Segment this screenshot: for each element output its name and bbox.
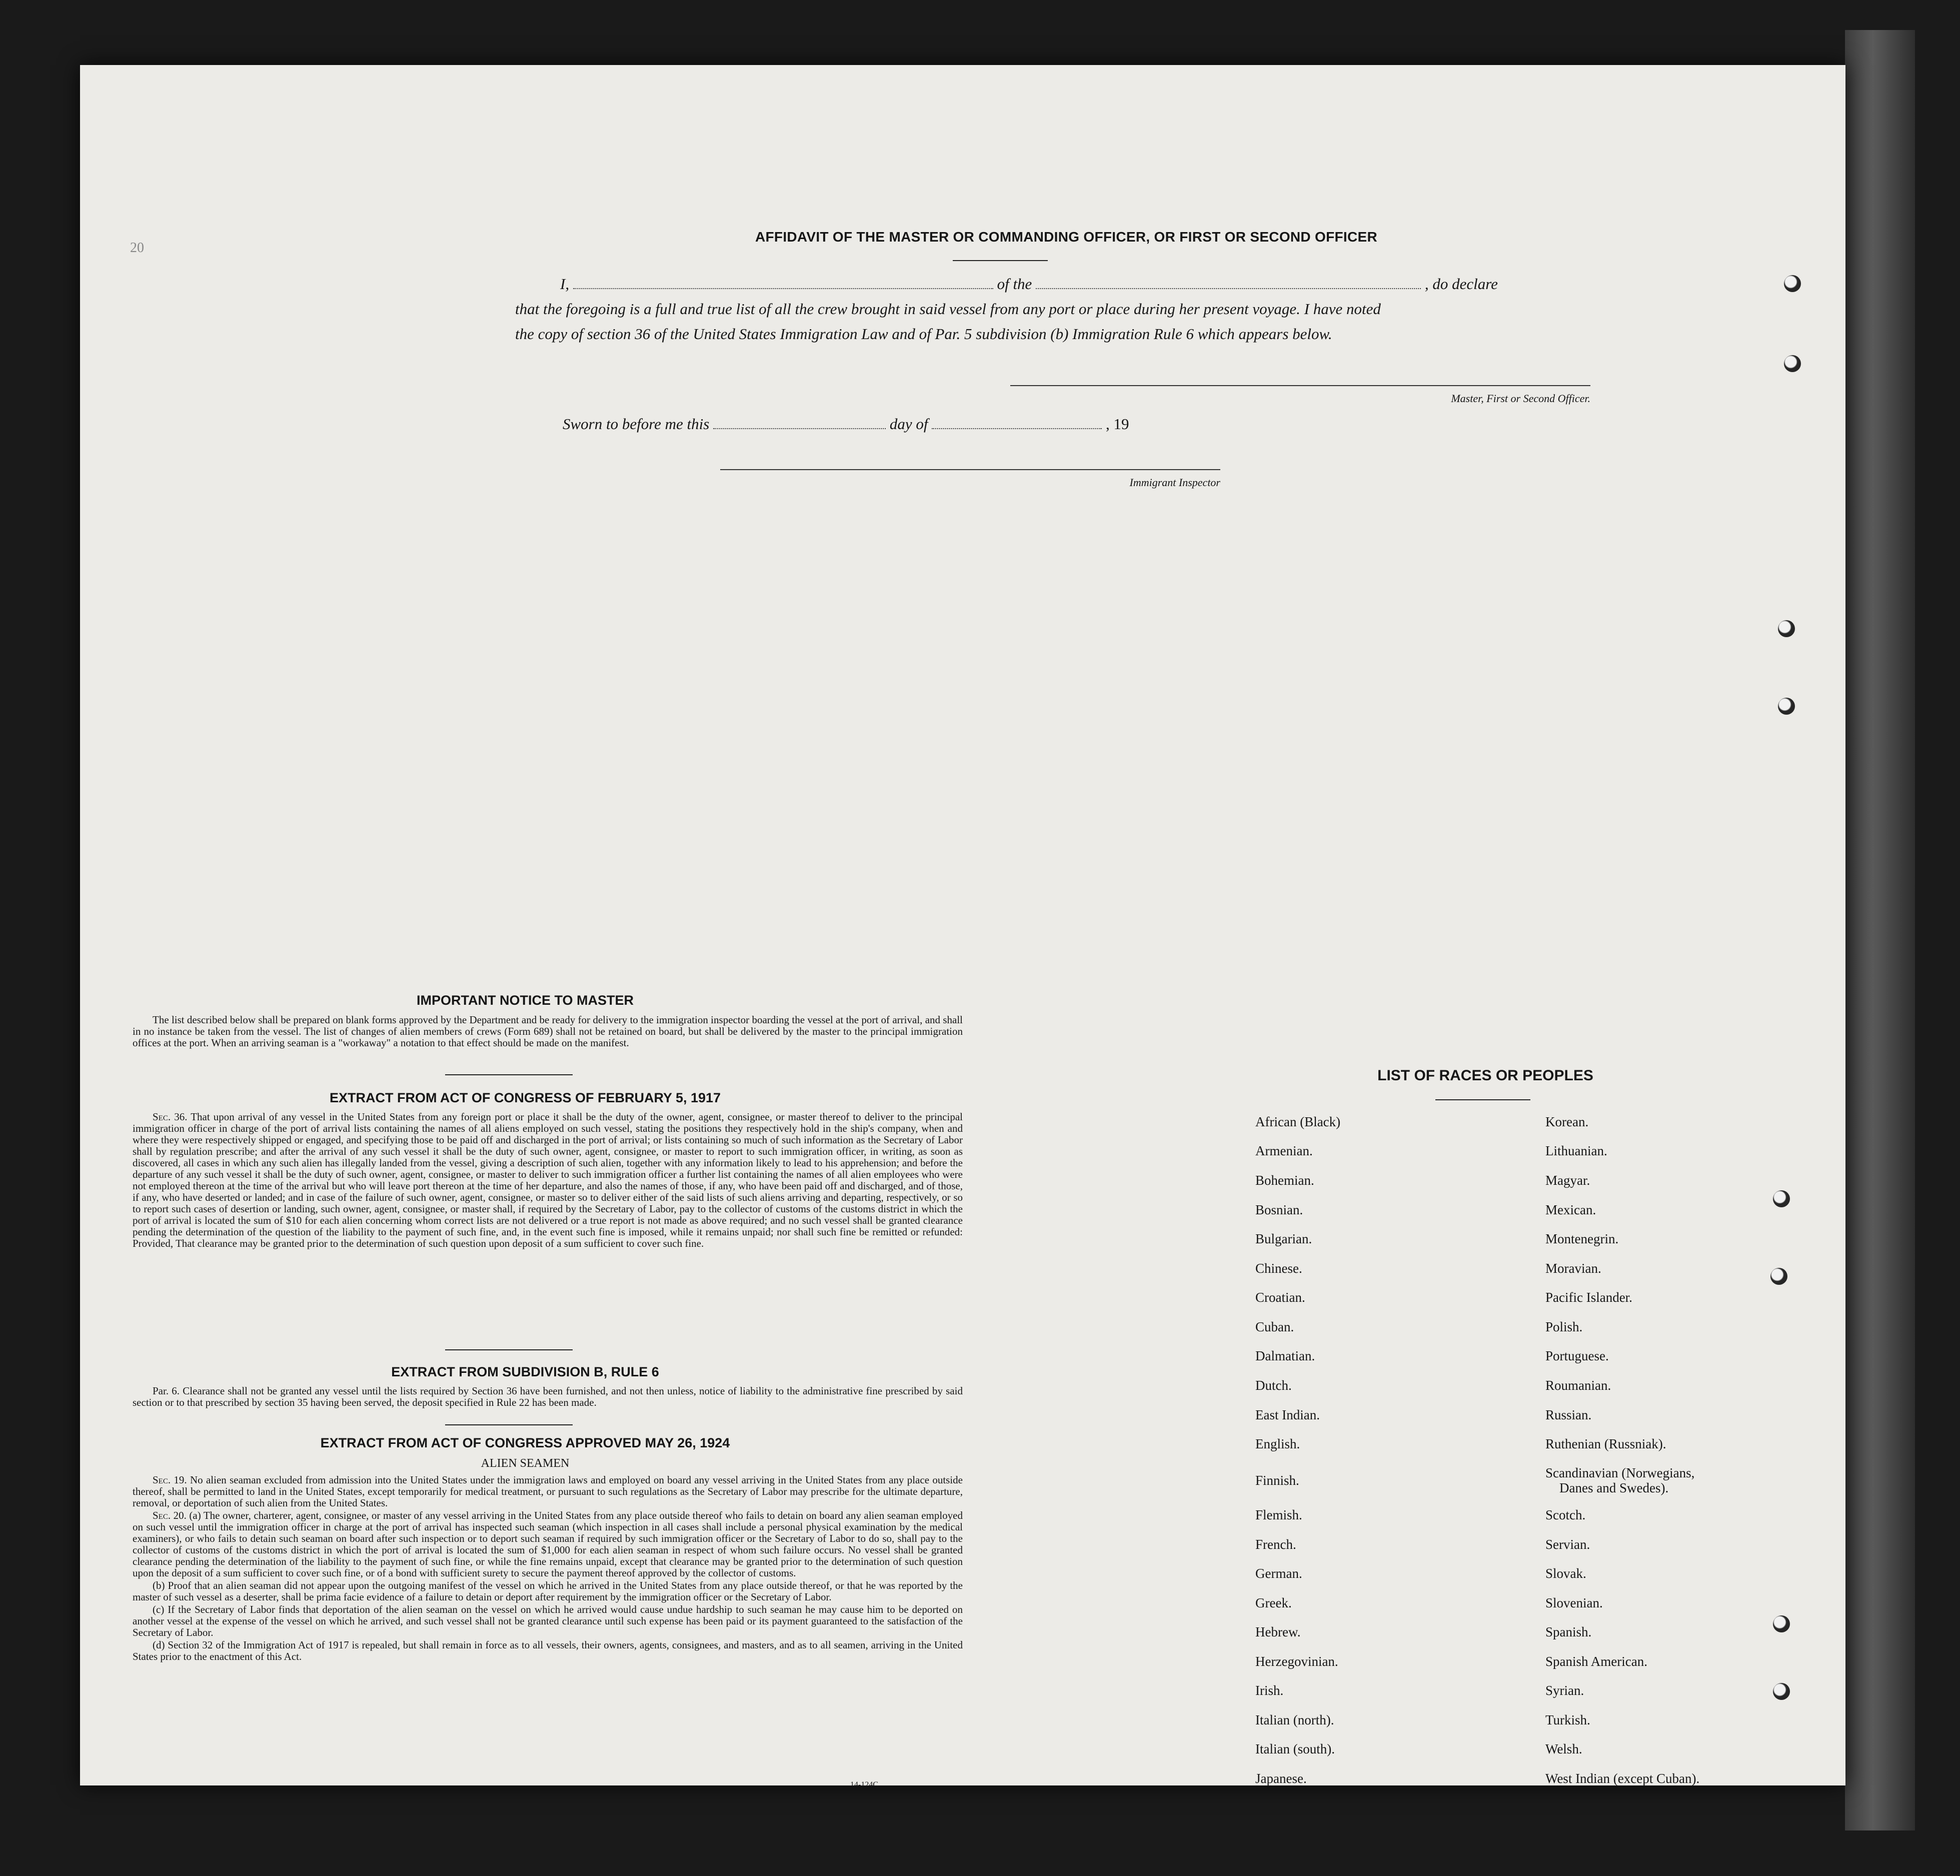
punch-hole (1778, 698, 1795, 715)
race-item: Montenegrin. (1545, 1231, 1619, 1246)
race-item: Polish. (1545, 1319, 1583, 1334)
race-item: Bulgarian. (1255, 1231, 1312, 1246)
race-item: Hebrew. (1255, 1624, 1301, 1639)
master-signature-label: Master, First or Second Officer. (1451, 392, 1590, 405)
extract-1924-title: EXTRACT FROM ACT OF CONGRESS APPROVED MAY 26, 1924 (320, 1435, 730, 1450)
punch-hole (1784, 275, 1801, 292)
race-item: Servian. (1545, 1537, 1590, 1552)
sworn-label: Sworn to before me this (563, 415, 710, 433)
document-page (80, 65, 1845, 1789)
race-item: Slovenian. (1545, 1595, 1603, 1610)
race-item: Welsh. (1545, 1741, 1582, 1756)
race-item: West Indian (except Cuban). (1545, 1771, 1700, 1786)
race-item: German. (1255, 1566, 1302, 1581)
race-item: Herzegovinian. (1255, 1654, 1338, 1669)
sec-19-paragraph (133, 1474, 963, 1509)
race-item: Croatian. (1255, 1290, 1305, 1305)
race-item: Greek. (1255, 1595, 1292, 1610)
sec-20c-paragraph: (c) If the Secretary of Labor finds that deportation of the alien seaman on the vessel on which he arrived would cause undue hardship to such seaman he may cause him to be deported on another vessel at the expense of the vessel on which he arrived, and such vessel shall not be granted clearance until such expense has been paid or its payment guaranteed to the satisfaction of the Secretary of Labor. (133, 1603, 963, 1638)
race-item: Dalmatian. (1255, 1348, 1315, 1363)
race-item: Armenian. (1255, 1143, 1313, 1158)
race-item: Korean. (1545, 1114, 1589, 1129)
race-item: Italian (south). (1255, 1741, 1335, 1756)
punch-hole (1773, 1683, 1790, 1700)
inspector-signature-line[interactable] (720, 469, 1220, 470)
sec-36-paragraph (133, 1111, 963, 1249)
race-item: Spanish. (1545, 1624, 1592, 1639)
punch-hole (1770, 1268, 1787, 1285)
sworn-line (563, 415, 1129, 433)
race-item: Bohemian. (1255, 1173, 1314, 1188)
extract-1917-body (133, 1111, 963, 1250)
sec-20a-paragraph (133, 1510, 963, 1579)
race-item: Portuguese. (1545, 1348, 1609, 1363)
sec-36-text: That upon arrival of any vessel in the United States from any foreign port or place it shall be the duty of the owner, agent, consignee, or master thereof to deliver to the principal immigration officer in charge of the port of arrival lists containing the names of all aliens employed on such vessel, stating the positions they respectively hold in the ship's company, when and where they were respectively shipped or engaged, and specifying those to be paid off and discharged in the port of arrival; or lists containing so much of such information as the Secretary of Labor shall by regulation prescribe; and after the arrival of any such vessel it shall be the duty of such owner, agent, consignee, or master to report to such immigration officer, in writing, as soon as discovered, all cases in which any such alien has illegally landed from the vessel, giving a description of such alien, together with any information likely to lead to his apprehension; and before the departure of any such vessel it shall be the duty of such owner, agent, consignee, or master to deliver to such immigration officer a further list containing the names of all alien employees who were not employed thereon at the time of the arrival but who will leave port thereon at the time of her departure, and also the names of those, if any, who have been paid off and discharged, and of those, if any, who have deserted or landed; and in case of the failure of such owner, agent, consignee, or master so to deliver either of the said lists of such aliens arriving and departing, respectively, or so to report such cases of desertion or landing, such owner, agent, consignee, or master shall, if required by the Secretary of Labor, pay to the collector of customs of the customs district in which the port of arrival is located the sum of $10 for each alien concerning whom correct lists are not delivered or a true report is not made as above required; and no such vessel shall be granted clearance pending the determination of the question of the liability to the payment of such fine, and, in the event such fine is imposed, while it remains unpaid; nor shall such fine be remitted or refunded: Provided, That clearance may be granted prior to the determination of such question upon deposit of a sum sufficient to cover such fine. (133, 1111, 963, 1249)
name-blank[interactable] (573, 288, 993, 289)
race-item: Pacific Islander. (1545, 1290, 1632, 1305)
day-of-label: day of (889, 415, 928, 433)
vessel-blank[interactable] (1036, 288, 1421, 289)
affidavit-i-label: I, (560, 275, 570, 293)
affidavit-line-3: the copy of section 36 of the United States Immigration Law and of Par. 5 subdivision (b) Immigration Rule 6 which appears below. (515, 325, 1332, 343)
race-item: Chinese. (1255, 1261, 1302, 1276)
section-divider (445, 1074, 573, 1075)
affidavit-of-the-label: of the (997, 275, 1032, 293)
adjacent-page-edge (1845, 30, 1915, 1830)
race-item: Magyar. (1545, 1173, 1590, 1188)
form-number: 14-124C (850, 1780, 878, 1789)
race-item: English. (1255, 1436, 1300, 1451)
sec-36-label: Sec. 36. (153, 1111, 188, 1123)
race-item: Japanese. (1255, 1771, 1307, 1786)
title-divider (953, 260, 1048, 261)
rule-6-paragraph: Par. 6. Clearance shall not be granted any vessel until the lists required by Section 36 have been furnished, and not then unless, notice of liability to the administrative fine prescribed by said section or to that prescribed by section 35 having been served, the deposit specified in Rule 22 has been made. (133, 1385, 963, 1408)
sec-19-label: Sec. 19. (153, 1474, 187, 1486)
sec-20-label: Sec. 20. (153, 1509, 187, 1521)
extract-1924-body (133, 1474, 963, 1663)
races-divider (1435, 1099, 1530, 1100)
race-item: East Indian. (1255, 1407, 1320, 1422)
race-item: Lithuanian. (1545, 1143, 1607, 1158)
notice-paragraph: The list described below shall be prepared on blank forms approved by the Department and be ready for delivery to the immigration inspector boarding the vessel at the port of arrival, and shall in no instance be taken from the vessel. The list of changes of alien members of crews (Form 689) shall not be retained on board, but shall be delivered by the master to the principal immigration offices at the port. When an arriving seaman is a "workaway" a notation to that effect should be made on the manifest. (133, 1014, 963, 1049)
race-item: Bosnian. (1255, 1202, 1303, 1217)
race-item: Roumanian. (1545, 1378, 1611, 1393)
affidavit-title: AFFIDAVIT OF THE MASTER OR COMMANDING OFFICER, OR FIRST OR SECOND OFFICER (755, 229, 1378, 245)
race-item: Syrian. (1545, 1683, 1584, 1698)
sec-20b-paragraph: (b) Proof that an alien seaman did not appear upon the outgoing manifest of the vessel on which he arrived in the United States from any place outside thereof, or that he was reported by the master of such vessel as a deserter, shall be prima facie evidence of a failure to detain or deport after requirement by the immigration officer or the Secretary of Labor. (133, 1579, 963, 1603)
notice-title: IMPORTANT NOTICE TO MASTER (417, 993, 634, 1008)
sworn-day-blank[interactable] (713, 428, 886, 429)
affidavit-line-2: that the foregoing is a full and true list of all the crew brought in said vessel from any port or place during her present voyage. I have noted (515, 300, 1381, 318)
race-item: Scotch. (1545, 1507, 1586, 1522)
race-item: Russian. (1545, 1407, 1592, 1422)
notice-body (133, 1014, 963, 1050)
sworn-month-blank[interactable] (932, 428, 1102, 429)
punch-hole (1773, 1615, 1790, 1632)
extract-1924-subtitle: ALIEN SEAMEN (481, 1457, 570, 1470)
race-item: Finnish. (1255, 1473, 1299, 1488)
race-item: Cuban. (1255, 1319, 1294, 1334)
race-item: Flemish. (1255, 1507, 1302, 1522)
race-item: Ruthenian (Russniak). (1545, 1436, 1666, 1451)
affidavit-declare-label: , do declare (1424, 275, 1498, 293)
inspector-signature-label: Immigrant Inspector (1129, 476, 1220, 489)
extract-1917-title: EXTRACT FROM ACT OF CONGRESS OF FEBRUARY 5, 1917 (329, 1090, 721, 1105)
rule-6-title: EXTRACT FROM SUBDIVISION B, RULE 6 (391, 1364, 659, 1379)
section-divider (445, 1424, 573, 1425)
punch-hole (1784, 355, 1801, 372)
sec-19-text: No alien seaman excluded from admission into the United States under the immigration laws and employed on board any vessel arriving in the United States from any place outside thereof, shall be permitted to land in the United States, except temporarily for medical treatment, or pursuant to such regulations as the Secretary of Labor may prescribe for the ultimate departure, removal, or deportation of such alien from the United States. (133, 1474, 963, 1509)
races-title: LIST OF RACES OR PEOPLES (1377, 1067, 1593, 1084)
section-divider (445, 1349, 573, 1350)
margin-mark: 20 (130, 240, 144, 256)
punch-hole (1773, 1190, 1790, 1207)
race-item: Slovak. (1545, 1566, 1586, 1581)
race-item: Scandinavian (Norwegians, (1545, 1465, 1695, 1480)
sec-20d-paragraph: (d) Section 32 of the Immigration Act of 1917 is repealed, but shall remain in force as to all vessels, their owners, agents, consignees, and masters, and as to all seamen, arriving in the United States prior to the enactment of this Act. (133, 1639, 963, 1662)
race-item: Italian (north). (1255, 1712, 1334, 1727)
race-item: Turkish. (1545, 1712, 1590, 1727)
rule-6-body (133, 1385, 963, 1409)
race-item: Irish. (1255, 1683, 1284, 1698)
race-item: Dutch. (1255, 1378, 1292, 1393)
race-item: African (Black) (1255, 1114, 1341, 1129)
year-label: , 19 (1105, 415, 1129, 433)
race-item: Spanish American. (1545, 1654, 1647, 1669)
punch-hole (1778, 620, 1795, 637)
master-signature-line[interactable] (1010, 385, 1590, 386)
race-item: Moravian. (1545, 1261, 1601, 1276)
affidavit-line-1 (560, 275, 1585, 293)
sec-20a-text: (a) The owner, charterer, agent, consignee, or master of any vessel arriving in the United States from any place outside thereof who fails to detain on board any alien seaman employed on such vessel until the immigration officer in charge at the port of arrival has inspected such seaman (which inspection in all cases shall include a personal physical examination by the medical examiners), or who fails to detain such seaman on board after such inspection or to deport such seaman if required by such immigration officer or the Secretary of Labor to do so, shall pay to the collector of customs of the customs district in which the port of arrival is located the sum of $1,000 for each alien seaman in respect of whom such failure occurs. No vessel shall be granted clearance pending the determination of the liability to the payment of such fine, or while the fine remains unpaid, except that clearance may be granted prior to the determination of such question upon the deposit of a sum sufficient to cover such fine, or of a bond with sufficient surety to secure the payment thereof approved by the collector of customs. (133, 1509, 963, 1579)
race-item-continued: Danes and Swedes). (1559, 1480, 1669, 1495)
race-item: French. (1255, 1537, 1296, 1552)
race-item: Mexican. (1545, 1202, 1596, 1217)
